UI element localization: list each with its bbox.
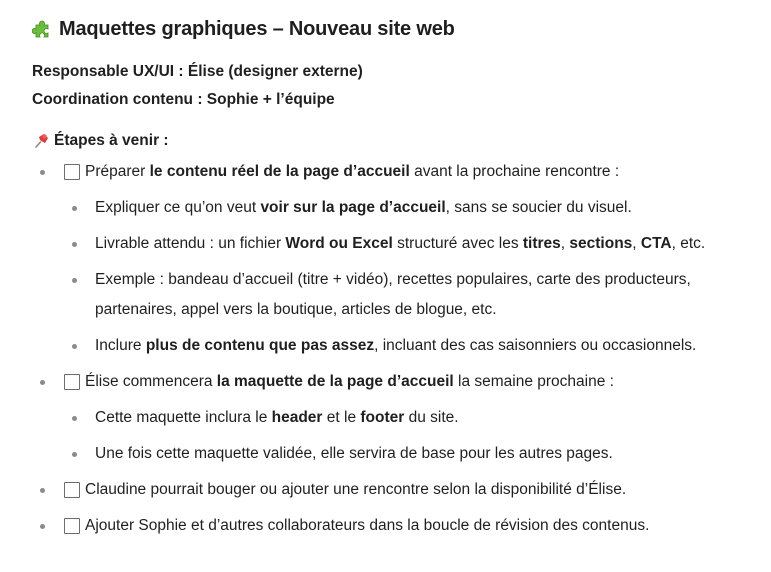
todo-checkbox[interactable] — [64, 164, 80, 180]
responsable-line: Responsable UX/UI : Élise (designer externe) — [32, 63, 363, 80]
sub-list — [64, 190, 771, 364]
item-text: Élise commencera la maquette de la page d’accueil la semaine prochaine : — [85, 373, 614, 390]
sub-list-item: Une fois cette maquette validée, elle servira de base pour les autres pages. — [64, 436, 771, 472]
todo-checkbox[interactable] — [64, 518, 80, 534]
item-text: Claudine pourrait bouger ou ajouter une rencontre selon la disponibilité d’Élise. — [85, 481, 627, 498]
sub-list-item: Inclure plus de contenu que pas assez, incluant des cas saisonniers ou occasionnels. — [64, 328, 771, 364]
page-title — [32, 14, 771, 44]
page-title-text: Maquettes graphiques – Nouveau site web — [59, 17, 455, 40]
todo-checkbox[interactable] — [64, 482, 80, 498]
coordination-line: Coordination contenu : Sophie + l’équipe — [32, 91, 335, 108]
steps-list — [32, 154, 771, 544]
sub-list-item: Cette maquette inclura le header et le footer du site. — [64, 400, 771, 436]
sub-list-item: Livrable attendu : un fichier Word ou Excel structuré avec les titres, sections, CTA, etc. — [64, 226, 771, 262]
list-item — [32, 364, 771, 472]
steps-heading-text: Étapes à venir : — [54, 132, 169, 149]
item-text: Ajouter Sophie et d’autres collaborateurs dans la boucle de révision des contenus. — [85, 517, 650, 534]
steps-heading — [32, 128, 771, 154]
sub-list-item: Exemple : bandeau d’accueil (titre + vidéo), recettes populaires, carte des producteurs, partenaires, appel vers la boutique, articles de blogue, etc. — [64, 262, 771, 328]
item-text: Préparer le contenu réel de la page d’accueil avant la prochaine rencontre : — [85, 163, 620, 180]
list-item — [32, 508, 771, 544]
list-item — [32, 154, 771, 364]
puzzle-piece-icon — [32, 18, 54, 40]
sub-list — [64, 400, 771, 472]
sub-list-item: Expliquer ce qu’on veut voir sur la page d’accueil, sans se soucier du visuel. — [64, 190, 771, 226]
pushpin-icon — [32, 132, 50, 150]
todo-checkbox[interactable] — [64, 374, 80, 390]
list-item — [32, 472, 771, 508]
